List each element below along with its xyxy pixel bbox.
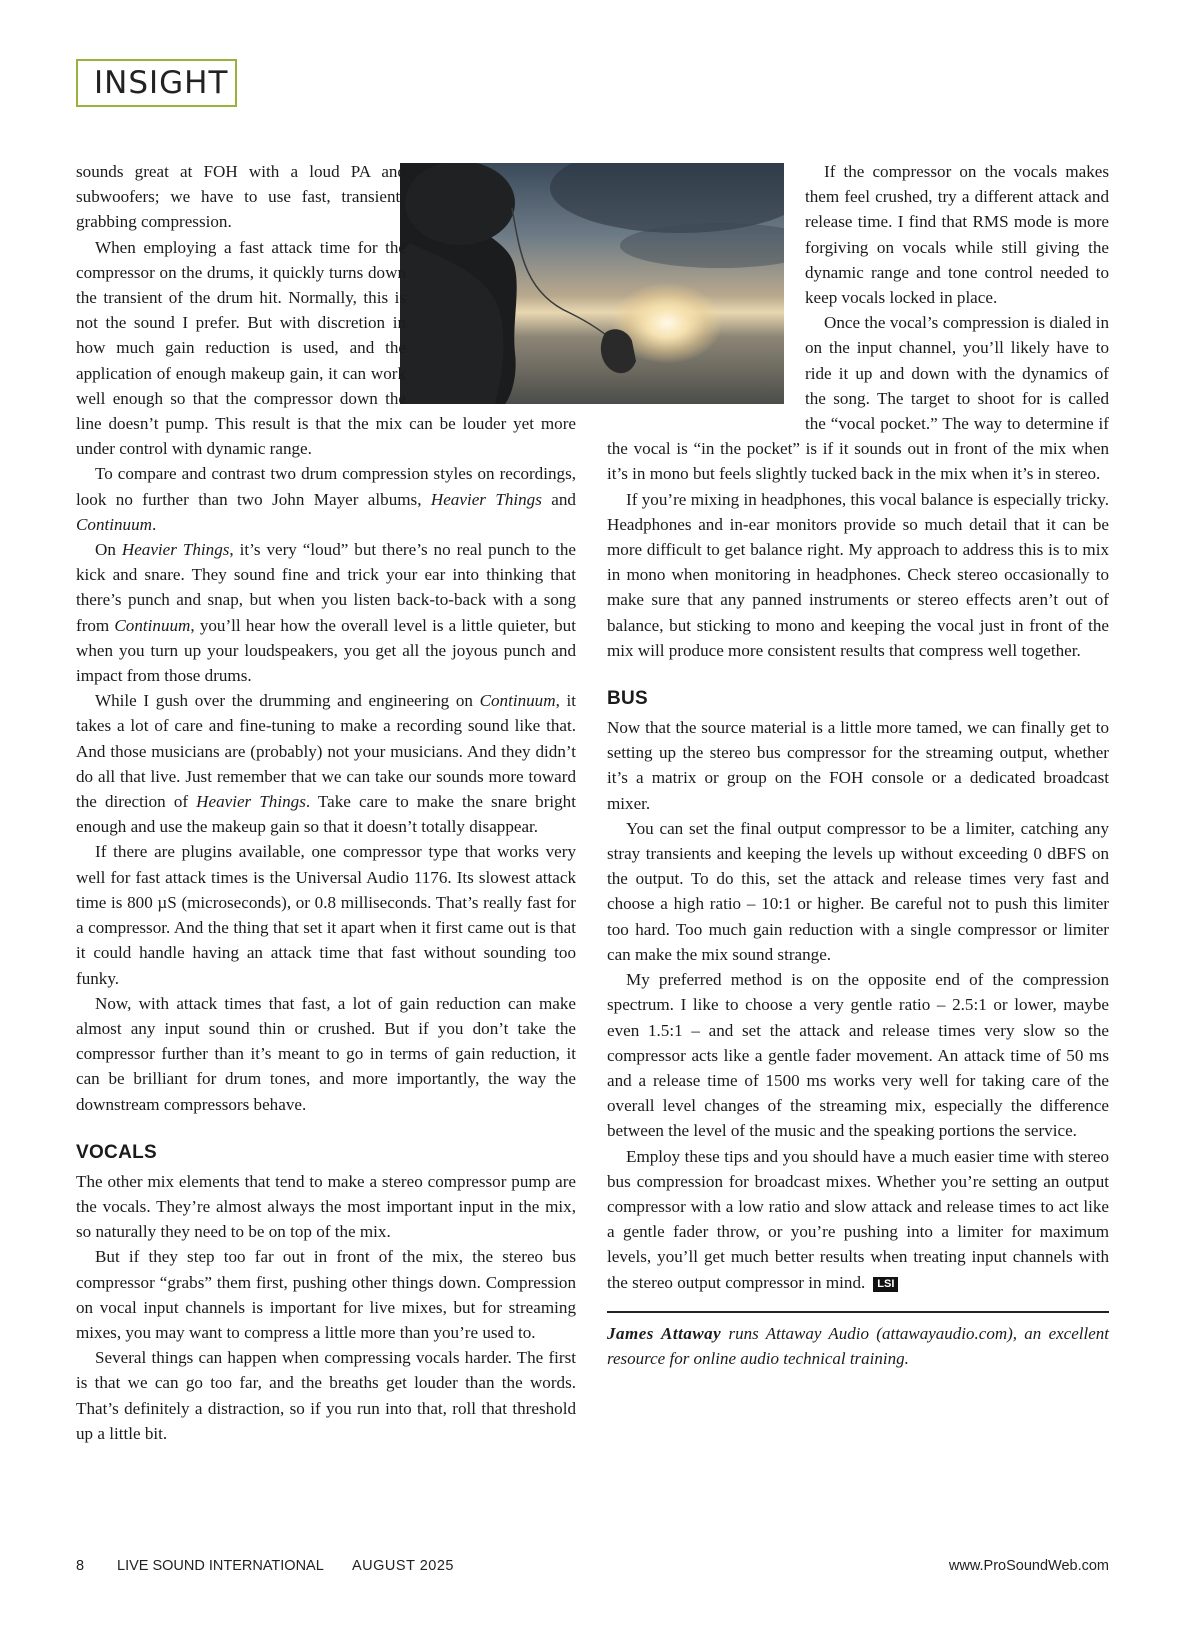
right-column (607, 159, 1109, 1371)
paragraph: You can set the final output compressor to be a limiter, catching any stray transients and keeping the levels up without exceeding 0 dBFS on the output. To do this, set the attack and release times very fast and choose a high ratio – 10:1 or higher. Be careful not to push this limiter too hard. Too much gain reduction with a single compressor or limiter can make the mix sound strange. (607, 818, 1109, 964)
paragraph: Now, with attack times that fast, a lot of gain reduction can make almost any input sound thin or crushed. But if you don’t take the compressor further than it’s meant to go in terms of gain reduction, it can be brilliant for drum tones, and more importantly, the way the downstream compressors behave. (76, 993, 576, 1114)
paragraph: sounds great at FOH with a loud PA and subwoofers; we have to use fast, transient-grabbing compression. (76, 162, 406, 232)
album-title: Heavier Things (430, 489, 542, 509)
album-title: Continuum (114, 615, 191, 635)
author-bio: James Attaway runs Attaway Audio (attawayaudio.com), an excellent resource for online audio technical training. (607, 1311, 1109, 1371)
paragraph: If there are plugins available, one compressor type that works very well for fast attack times is the Universal Audio 1176. Its slowest attack time is 800 µS (microseconds), or 0.8 milliseconds. That’s really fast for a compressor. And the thing that set it apart when it first came out is that it could handle having an attack time that fast without sounding too funky. (76, 842, 576, 988)
issue-date: AUGUST 2025 (352, 1558, 454, 1574)
section-heading-bus: BUS (607, 688, 649, 710)
paragraph: My preferred method is on the opposite end of the compression spectrum. I like to choose a very gentle ratio – 2.5:1 or lower, maybe even 1.5:1 – and set the attack and release times very slow so the compressor acts like a gentle fader movement. An attack time of 50 ms and a release time of 1500 ms works very well for taking care of the overall level changes of the streaming mix, especially the difference between the level of the music and the speaking portions the service. (607, 970, 1109, 1141)
photo-wrap-right (607, 159, 795, 419)
paragraph: On Heavier Things, it’s very “loud” but there’s no real punch to the kick and snare. They sound fine and trick your ear into thinking that there’s punch and snap, but when you listen back-to-back with a song from Continuum, you’ll hear how the overall level is a little quieter, but when you turn up your loudspeakers, you get all the joyous punch and impact from those drums. (76, 540, 576, 686)
paragraph: Employ these tips and you should have a much easier time with stereo bus compression for broadcast mixes. Whether you’re setting an output compressor with a low ratio and slow attack and release times to act like a gentle fader throw, or you’re pushing into a limiter for maximum levels, you’ll get much better results when treating input channels with the stereo output compressor in mind. LSI (607, 1146, 1109, 1292)
section-tag: INSIGHT (76, 59, 237, 107)
paragraph: While I gush over the drumming and engineering on Continuum, it takes a lot of care and fine-tuning to make a recording sound like that. And those musicians are (probably) not your musicians. And they didn’t do all that live. Just remember that we can take our sounds more toward the direction of Heavier Things. Take care to make the snare bright enough and use the makeup gain so that it doesn’t totally disappear. (76, 691, 577, 837)
page-number: 8 (76, 1558, 85, 1574)
website-url: www.ProSoundWeb.com (948, 1558, 1109, 1574)
paragraph: The other mix elements that tend to make a stereo compressor pump are the vocals. They’re almost always the most important input in the mix, so naturally they need to be on top of the mix. (76, 1171, 576, 1242)
photo-wrap-left (416, 159, 576, 393)
paragraph: If the compressor on the vocals makes them feel crushed, try a different attack and release time. I find that RMS mode is more forgiving on vocals while still giving the dynamic range and tone control needed to keep vocals locked in place. (805, 162, 1109, 308)
album-title: Heavier Things (196, 792, 306, 812)
paragraph: When employing a fast attack time for the compressor on the drums, it quickly turns down the transient of the drum hit. Normally, this is not the sound I prefer. But with discretion in how much gain reduction is used, and the application of enough makeup gain, it can work well enough so that the compressor down the line doesn’t pump. This result is that the mix can be louder yet more under control with dynamic range. (76, 237, 576, 459)
paragraph: Now that the source material is a little more tamed, we can finally get to setting up the stereo bus compressor for the streaming output, whether it’s a matrix or group on the FOH console or a dedicated broadcast mixer. (607, 718, 1109, 813)
paragraph: But if they step too far out in front of the mix, the stereo bus compressor “grabs” them first, pushing other things down. Compression on vocal input channels is important for live mixes, but for streaming mixes, you may want to compress a little more than you’re used to. (76, 1247, 576, 1342)
paragraph: If you’re mixing in headphones, this vocal balance is especially tricky. Headphones and in-ear monitors provide so much detail that it can be more difficult to get balance right. My approach to address this is to mix in mono when monitoring in headphones. Check stereo occasionally to make sure that any panned instruments or stereo effects aren’t out of balance, but sticking to mono and keeping the vocal just in front of the mix will produce more consistent results that compress well together. (607, 489, 1109, 660)
paragraph: Once the vocal’s compression is dialed in on the input channel, you’ll likely have to ride it up and down with the dynamics of the song. The target to shoot for is called the “vocal pocket.” The way to determine if the vocal is “in the pocket” is if it sounds out in front of the mix when it’s in mono but feels slightly tucked back in the mix when it’s in stereo. (607, 313, 1109, 484)
end-mark: LSI (873, 1277, 898, 1292)
section-heading-vocals: VOCALS (76, 1141, 157, 1163)
publication-name: LIVE SOUND INTERNATIONAL (117, 1558, 324, 1574)
album-title: Heavier Things (121, 540, 230, 560)
author-name: James Attaway (607, 1323, 722, 1343)
paragraph: Several things can happen when compressing vocals harder. The first is that we can go too far, and the breaths get louder than the words. That’s definitely a distraction, so if you run into that, roll that threshold up a little bit. (76, 1348, 576, 1443)
left-column (76, 159, 576, 1446)
album-title: Continuum (76, 514, 152, 534)
paragraph: To compare and contrast two drum compression styles on recordings, look no further than two John Mayer albums, Heavier Things and Continuum. (76, 464, 576, 534)
album-title: Continuum (479, 691, 556, 711)
